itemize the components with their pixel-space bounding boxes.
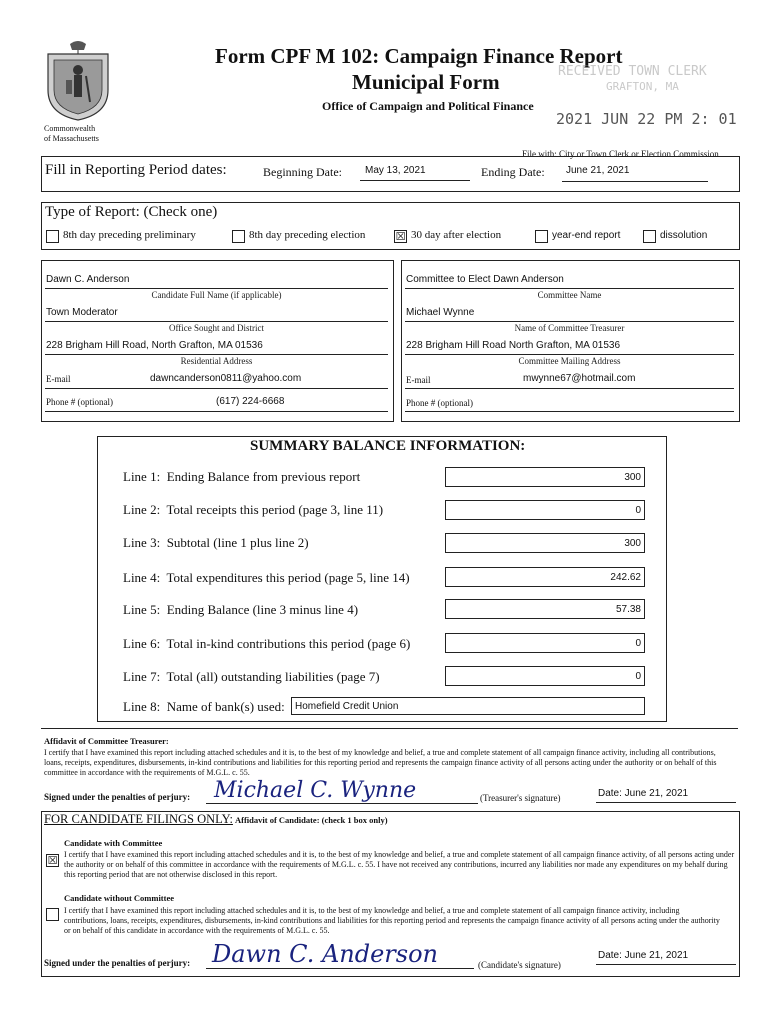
candidate-address-caption: Residential Address [180, 356, 253, 366]
ending-date-field[interactable]: June 21, 2021 [566, 165, 630, 176]
seal-icon [42, 40, 114, 122]
line-1-number: Line 1: [123, 469, 161, 484]
treasurer-signed-label: Signed under the penalties of perjury: [44, 792, 191, 802]
line-6-label: Total in-kind contributions this period (page 6) [166, 636, 411, 651]
line-5-label: Ending Balance (line 3 minus line 4) [166, 602, 359, 617]
checkbox-candidate-with-committee[interactable]: ☒ [47, 854, 58, 867]
summary-line-7 [123, 669, 380, 685]
candidate-signature-date[interactable]: Date: June 21, 2021 [598, 950, 689, 961]
candidate-phone-field[interactable]: (617) 224-6668 [216, 396, 285, 407]
seal-caption-1: Commonwealth [44, 124, 96, 133]
treasurer-name-field[interactable]: Michael Wynne [406, 307, 475, 318]
received-stamp-datetime: 2021 JUN 22 PM 2: 01 [556, 110, 737, 128]
candidate-phone-label: Phone # (optional) [46, 397, 113, 407]
committee-phone-label: Phone # (optional) [406, 398, 473, 408]
committee-name-field[interactable]: Committee to Elect Dawn Anderson [406, 274, 564, 285]
line-5-number: Line 5: [123, 602, 161, 617]
state-seal [42, 40, 114, 122]
office-sought-field[interactable]: Town Moderator [46, 307, 118, 318]
candidate-signature-caption: (Candidate's signature) [478, 960, 561, 970]
checkbox-year-end-report[interactable] [535, 230, 548, 243]
checkbox-dissolution[interactable] [643, 230, 656, 243]
treasurer-signature-date[interactable]: Date: June 21, 2021 [598, 788, 689, 799]
committee-name-caption: Committee Name [537, 290, 602, 300]
office-sought-caption: Office Sought and District [168, 323, 265, 333]
summary-line-3 [123, 535, 309, 551]
summary-line-2 [123, 502, 383, 518]
without-committee-title: Candidate without Committee [64, 893, 175, 903]
committee-email-label: E-mail [406, 375, 431, 385]
committee-email-field[interactable]: mwynne67@hotmail.com [523, 373, 636, 384]
candidate-name-caption: Candidate Full Name (if applicable) [151, 290, 282, 300]
treasurer-signature[interactable]: Michael C. Wynne [214, 778, 417, 803]
line-7-label: Total (all) outstanding liabilities (page 7) [166, 669, 380, 684]
summary-line-5 [123, 602, 358, 618]
with-committee-text: I certify that I have examined this report including attached schedules and it is, to the best of my knowledge and belief, a true and complete statement of all campaign finance activity, of all persons acting under the authority or on behalf of this committee in accordance with the requirements of M.G.L. c. 55. I have not received any contributions, incurred any liabilities nor made any expenditures on my behalf during this reporting period that are not otherwise disclosed in this report. [64, 850, 735, 879]
treasurer-affidavit-title: Affidavit of Committee Treasurer: [44, 736, 169, 746]
with-committee-title: Candidate with Committee [64, 838, 163, 848]
candidate-email-field[interactable]: dawncanderson0811@yahoo.com [150, 373, 302, 384]
line-1-value[interactable]: 300 [445, 467, 645, 487]
line-8-number: Line 8: [123, 699, 161, 714]
line-3-value[interactable]: 300 [445, 533, 645, 553]
line-5-value[interactable]: 57.38 [445, 599, 645, 619]
file-with: File with: City or Town Clerk or Election Commission [522, 149, 719, 159]
without-committee-text: I certify that I have examined this report including attached schedules and it is, to the best of my knowledge and belief, a true and complete statement of all campaign finance activity, including contributions, loans, receipts, expenditures, disbursements, in-kind contributions and liabilities for this reporting period and represents the campaign finance activity of all persons acting under the authority or on behalf of this candidate in accordance with the requirements of M.G.L. c. 55. [64, 906, 720, 935]
candidate-email-label: E-mail [46, 374, 71, 384]
line-4-label: Total expenditures this period (page 5, line 14) [166, 570, 410, 585]
line-4-number: Line 4: [123, 570, 161, 585]
checkbox-8th-day-preliminary[interactable] [46, 230, 59, 243]
option-year-end-report: year-end report [552, 230, 621, 241]
seal-caption-2: of Massachusetts [44, 134, 99, 143]
candidate-filings-title: FOR CANDIDATE FILINGS ONLY: [44, 812, 233, 826]
committee-address-caption: Committee Mailing Address [518, 356, 621, 366]
line-2-value[interactable]: 0 [445, 500, 645, 520]
option-8th-day-election: 8th day preceding election [249, 229, 366, 241]
option-30-day-after-election: 30 day after election [411, 229, 502, 241]
candidate-filings-subtitle: Affidavit of Candidate: (check 1 box only) [235, 815, 388, 825]
line-6-value[interactable]: 0 [445, 633, 645, 653]
treasurer-signature-caption: (Treasurer's signature) [480, 793, 561, 803]
form-subtitle: Municipal Form [352, 70, 500, 94]
checkbox-candidate-without-committee[interactable] [46, 908, 59, 921]
bank-name-field[interactable]: Homefield Credit Union [291, 697, 645, 715]
report-type-label: Type of Report: (Check one) [45, 204, 218, 220]
received-stamp-1: RECEIVED TOWN CLERK [558, 64, 707, 79]
line-2-number: Line 2: [123, 502, 161, 517]
option-8th-day-preliminary: 8th day preceding preliminary [63, 229, 196, 241]
checkbox-30-day-after-election[interactable]: ☒ [395, 230, 406, 243]
received-stamp-2: GRAFTON, MA [606, 80, 679, 93]
beginning-date-label: Beginning Date: [263, 165, 342, 179]
line-3-number: Line 3: [123, 535, 161, 550]
summary-line-4 [123, 570, 410, 586]
checkbox-8th-day-election[interactable] [232, 230, 245, 243]
summary-line-6 [123, 636, 410, 652]
candidate-name-field[interactable]: Dawn C. Anderson [46, 274, 130, 285]
reporting-period-label: Fill in Reporting Period dates: [45, 162, 227, 178]
ending-date-label: Ending Date: [481, 165, 545, 179]
candidate-signed-label: Signed under the penalties of perjury: [44, 958, 191, 968]
treasurer-affidavit-text: I certify that I have examined this report including attached schedules and it is, to the best of my knowledge and belief, a true and complete statement of all campaign finance activity, including all contributions, loans, receipts, expenditures, disbursements, in-kind contributions and liabilities for this reporting period and represents the campaign finance activity of all persons acting under the authority or on behalf of this committee in accordance with the requirements of M.G.L. c. 55. [44, 748, 717, 777]
candidate-address-field[interactable]: 228 Brigham Hill Road, North Grafton, MA 01536 [46, 340, 263, 351]
line-7-number: Line 7: [123, 669, 161, 684]
line-8-label: Name of bank(s) used: [166, 699, 285, 714]
line-1-label: Ending Balance from previous report [166, 469, 361, 484]
line-6-number: Line 6: [123, 636, 161, 651]
office-name: Office of Campaign and Political Finance [322, 99, 534, 113]
line-7-value[interactable]: 0 [445, 666, 645, 686]
treasurer-name-caption: Name of Committee Treasurer [514, 323, 625, 333]
beginning-date-field[interactable]: May 13, 2021 [365, 165, 426, 176]
line-2-label: Total receipts this period (page 3, line 11) [166, 502, 384, 517]
summary-line-1 [123, 469, 360, 485]
candidate-signature[interactable]: Dawn C. Anderson [212, 940, 438, 968]
line-4-value[interactable]: 242.62 [445, 567, 645, 587]
line-3-label: Subtotal (line 1 plus line 2) [166, 535, 309, 550]
summary-line-8 [123, 699, 285, 715]
form-title: Form CPF M 102: Campaign Finance Report [215, 44, 623, 68]
summary-title: SUMMARY BALANCE INFORMATION: [250, 438, 526, 454]
option-dissolution: dissolution [660, 230, 708, 241]
committee-address-field[interactable]: 228 Brigham Hill Road North Grafton, MA 01536 [406, 340, 620, 351]
